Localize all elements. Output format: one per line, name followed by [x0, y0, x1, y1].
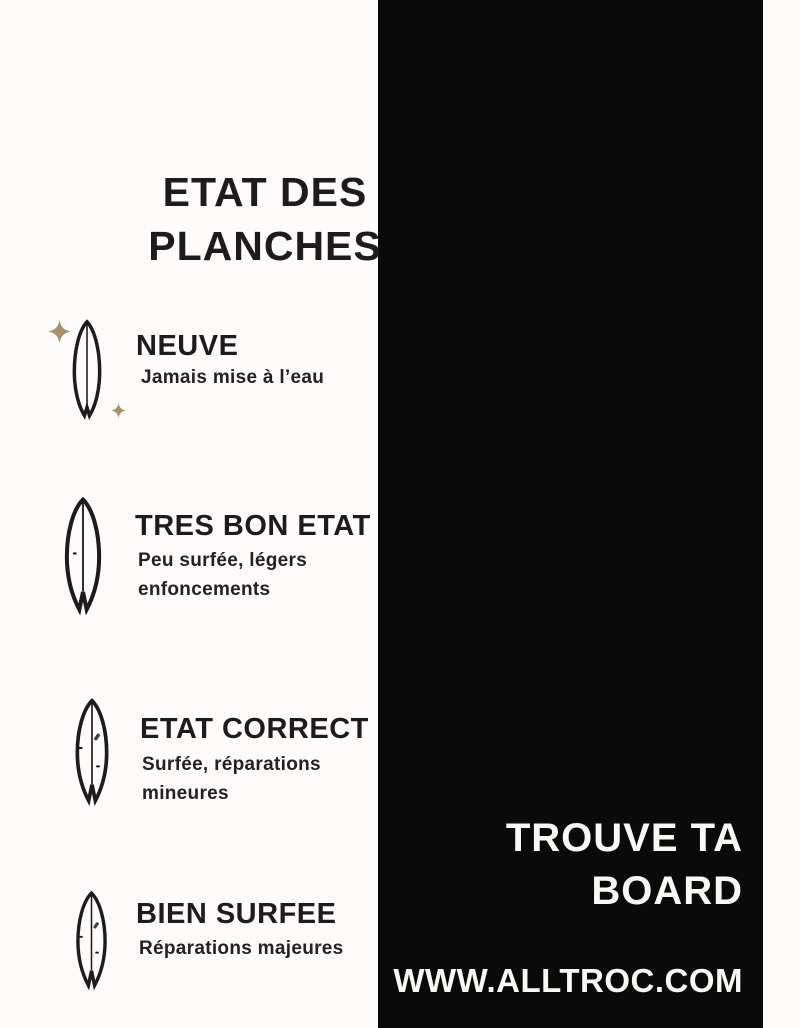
- condition-description: Surfée, réparations mineures: [142, 754, 321, 804]
- page-title-line1: ETAT DES: [162, 169, 368, 215]
- condition-description: Peu surfée, légers enfoncements: [138, 550, 308, 600]
- surfboard-very-good-icon: [61, 497, 105, 615]
- condition-name: NEUVE: [136, 330, 239, 362]
- condition-description: Jamais mise à l’eau: [141, 367, 325, 388]
- condition-name: BIEN SURFEE: [136, 898, 337, 930]
- tagline-line1: TROUVE TA: [505, 816, 743, 860]
- tagline-line2: BOARD: [591, 869, 743, 913]
- condition-name: TRES BON ETAT: [135, 510, 371, 542]
- condition-name: ETAT CORRECT: [140, 713, 369, 745]
- surfboard-correct-icon: [72, 689, 112, 815]
- surfboard-new-icon: [68, 314, 106, 426]
- sparkle-icon: [111, 403, 126, 418]
- tagline: [378, 812, 743, 918]
- website-url: WWW.ALLTROC.COM: [393, 962, 743, 999]
- page-title-line2: PLANCHES: [148, 223, 382, 269]
- condition-description: Réparations majeures: [139, 938, 344, 959]
- page-title: [115, 165, 415, 273]
- surfboard-used-icon: [73, 874, 110, 1007]
